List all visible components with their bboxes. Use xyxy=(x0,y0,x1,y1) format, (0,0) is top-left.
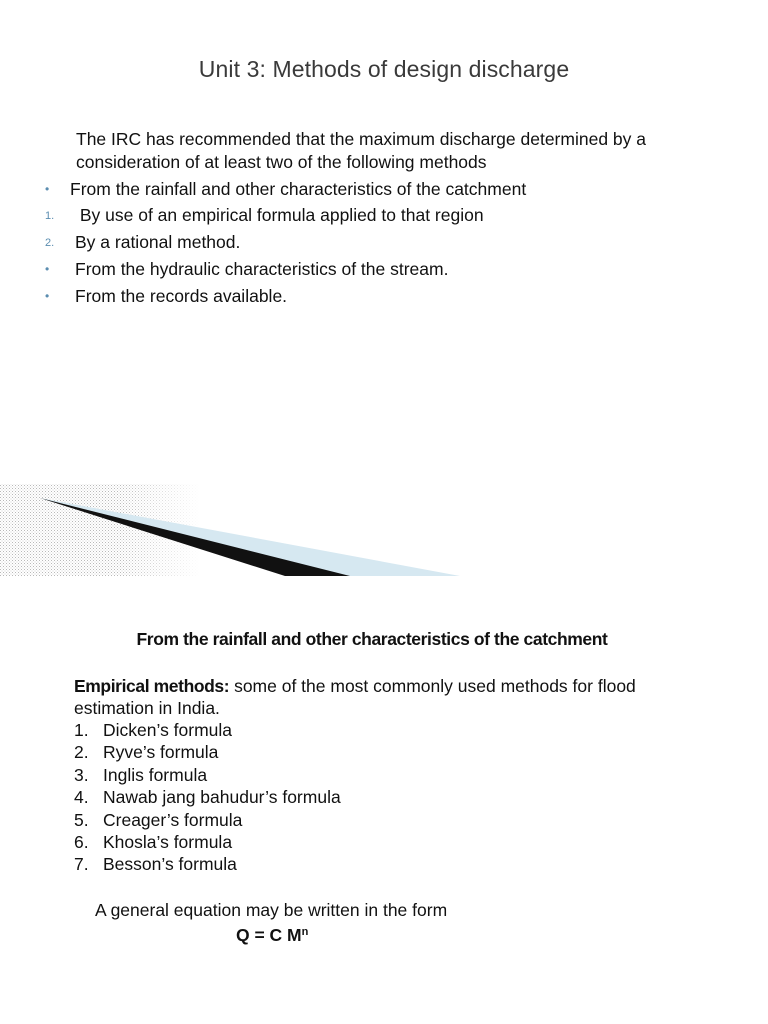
list-item: 5. Creager’s formula xyxy=(74,809,243,830)
decorative-swoosh xyxy=(0,470,470,576)
general-equation-text: A general equation may be written in the form xyxy=(95,900,448,920)
section-heading: From the rainfall and other characteristics of the catchment xyxy=(136,629,608,649)
list-item: 4. Nawab jang bahudur’s formula xyxy=(74,787,341,808)
equation-main: Q = C M xyxy=(236,925,302,945)
list-item: 3. Inglis formula xyxy=(74,764,208,785)
empirical-intro xyxy=(74,675,636,698)
equation-exponent: n xyxy=(301,926,309,938)
intro-line-2: consideration of at least two of the following methods xyxy=(76,152,487,172)
list-item: 1. Dicken’s formula xyxy=(74,720,233,740)
list-marker: 1. xyxy=(45,210,55,222)
equation xyxy=(236,925,308,946)
formula-list xyxy=(74,719,341,876)
list-item: By use of an empirical formula applied to that region xyxy=(75,205,484,225)
list-marker: • xyxy=(45,262,50,276)
empirical-text-2: estimation in India. xyxy=(74,698,220,718)
intro-line-1: The IRC has recommended that the maximum discharge determined by a xyxy=(76,129,646,149)
slide-title: Unit 3: Methods of design discharge xyxy=(198,56,570,82)
list-item: 6. Khosla’s formula xyxy=(74,832,233,853)
empirical-label: Empirical methods: xyxy=(74,676,230,696)
list-item: From the rainfall and other characteristics of the catchment xyxy=(70,179,527,199)
empirical-text: some of the most commonly used methods for flood xyxy=(229,676,636,696)
list-item: From the hydraulic characteristics of the stream. xyxy=(75,259,449,279)
list-marker: • xyxy=(45,182,50,196)
list-item: 7. Besson’s formula xyxy=(74,854,237,875)
list-marker: 2. xyxy=(45,237,55,249)
list-item: By a rational method. xyxy=(75,232,241,252)
slide-2 xyxy=(0,576,768,1024)
list-item: 2. Ryve’s formula xyxy=(74,742,219,763)
list-item: From the records available. xyxy=(75,286,288,306)
list-marker: • xyxy=(45,289,50,303)
